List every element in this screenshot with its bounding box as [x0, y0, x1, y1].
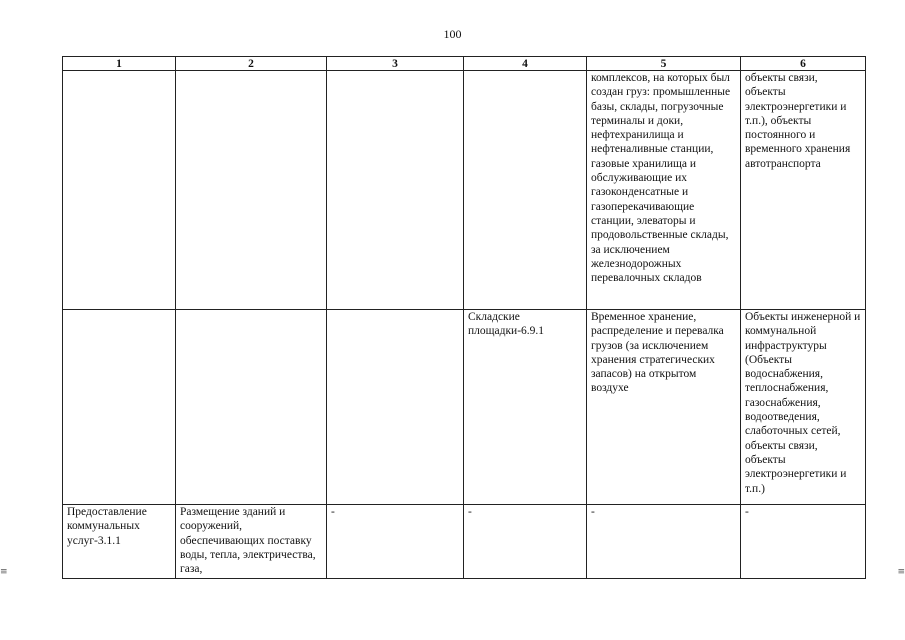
table-cell	[327, 505, 464, 579]
cell-text: -	[331, 506, 335, 518]
cell-text: Предоставление коммунальных услуг-3.1.1	[67, 506, 147, 547]
table-cell	[741, 310, 866, 505]
left-edge-mark: ≡	[0, 567, 8, 577]
cell-text: комплексов, на которых был создан груз: промышленные базы, склады, погрузочные терминалы и доки, нефтехранилища и нефтеналивные станции, газовые хранилища и обслуживающие их газоконденсатные и газоперекачивающие станции, элеваторы и продовольственные склады, за исключением железнодорожных перевалочных складов	[591, 72, 731, 285]
table-cell	[587, 71, 741, 310]
column-header-6: 6	[741, 57, 866, 71]
column-header-1: 1	[63, 57, 176, 71]
table-row	[63, 310, 866, 505]
column-header-4: 4	[464, 57, 587, 71]
table-cell	[327, 71, 464, 310]
table-header-row	[63, 57, 866, 71]
cell-text: Складские площадки-6.9.1	[468, 311, 545, 338]
right-edge-mark: ≡	[897, 567, 905, 577]
cell-text: -	[468, 506, 472, 518]
table-cell	[464, 310, 587, 505]
table-cell	[176, 310, 327, 505]
table-row	[63, 505, 866, 579]
land-use-table	[62, 56, 866, 579]
cell-text: Объекты инженерной и коммунальной инфраструктуры (Объекты водоснабжения, теплоснабжения, газоснабжения, водоотведения, слаботочных сетей, объекты связи, объекты электроэнергетики и т.п.)	[745, 311, 861, 495]
cell-text: Размещение зданий и сооружений, обеспечивающих поставку воды, тепла, электричества, газа,	[180, 506, 316, 576]
table-cell	[63, 310, 176, 505]
table-cell	[587, 505, 741, 579]
cell-text: объекты связи, объекты электроэнергетики и т.п.), объекты постоянного и временного хранения автотранспорта	[745, 72, 851, 170]
table-cell	[464, 71, 587, 310]
cell-text: -	[745, 506, 749, 518]
table-cell	[176, 71, 327, 310]
table-cell	[587, 310, 741, 505]
cell-text: -	[591, 506, 595, 518]
page-number: 100	[443, 27, 462, 41]
table-row	[63, 71, 866, 310]
cell-text: Временное хранение, распределение и перевалка грузов (за исключением хранения стратегических запасов) на открытом воздухе	[591, 311, 724, 395]
table-cell	[741, 505, 866, 579]
table-cell	[327, 310, 464, 505]
column-header-3: 3	[327, 57, 464, 71]
table-cell	[63, 71, 176, 310]
table-cell	[741, 71, 866, 310]
column-header-5: 5	[587, 57, 741, 71]
table-cell	[63, 505, 176, 579]
table-cell	[176, 505, 327, 579]
table-cell	[464, 505, 587, 579]
column-header-2: 2	[176, 57, 327, 71]
